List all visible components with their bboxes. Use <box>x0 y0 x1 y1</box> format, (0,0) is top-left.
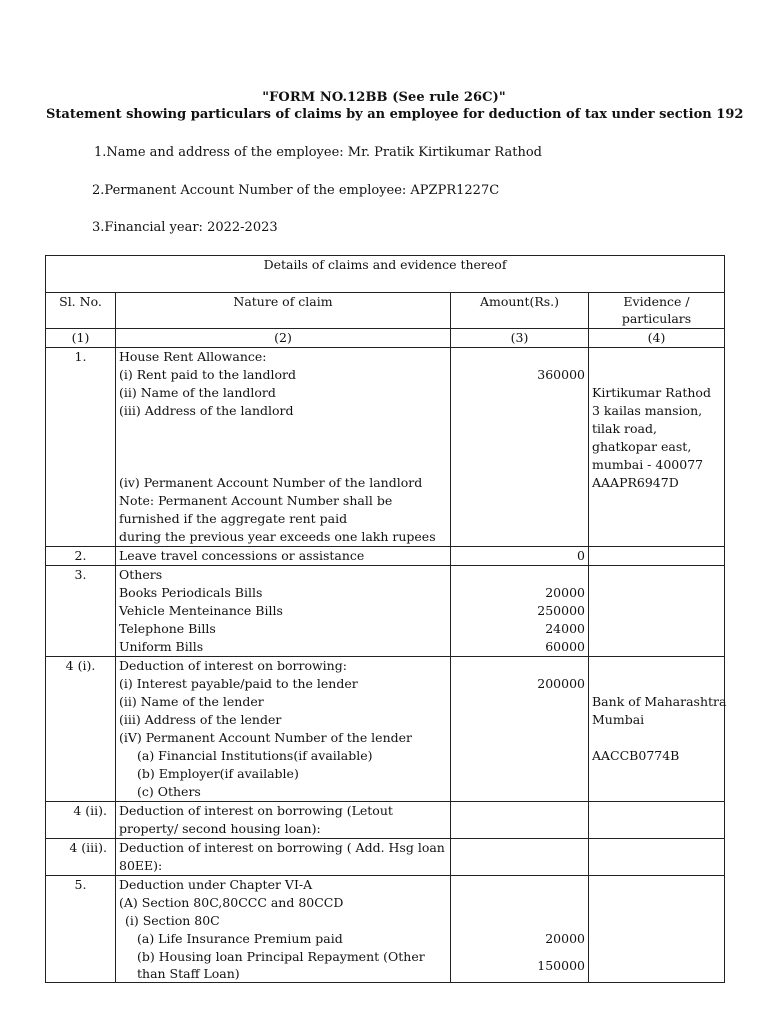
interest-ii-label: Deduction of interest on borrowing (Letout property/ second housing loan): <box>116 802 451 839</box>
form-subtitle: Statement showing particulars of claims by an employee for deduction of tax under section 192 <box>46 107 744 122</box>
books-bills-amount: 20000 <box>545 585 585 600</box>
lender-name: Bank of Maharashtra <box>592 694 727 709</box>
financial-institution-label: (a) Financial Institutions(if available) <box>137 748 373 763</box>
uniform-bills-label: Uniform Bills <box>119 639 204 654</box>
table-row-hra <box>46 348 725 547</box>
lender-pan-label: (iV) Permanent Account Number of the lender <box>119 730 413 745</box>
lender-address-label: (iii) Address of the lender <box>119 712 282 727</box>
landlord-pan-label: (iv) Permanent Account Number of the landlord <box>119 475 423 490</box>
interest-ii-amount <box>451 802 589 839</box>
interest-heading: Deduction of interest on borrowing: <box>119 658 347 673</box>
telephone-bills-label: Telephone Bills <box>119 621 216 636</box>
pan-note-line-3: during the previous year exceeds one lakh rupees <box>119 529 436 544</box>
interest-iii-amount <box>451 839 589 876</box>
sl-number: 2. <box>46 547 116 566</box>
lta-amount: 0 <box>451 547 589 566</box>
others-heading: Others <box>119 567 163 582</box>
financial-year-line: 3.Financial year: 2022-2023 <box>92 220 278 235</box>
employee-pan-line: 2.Permanent Account Number of the employee: APZPR1227C <box>92 183 500 198</box>
telephone-bills-amount: 24000 <box>545 621 585 636</box>
sl-number: 5. <box>46 876 116 983</box>
housing-loan-principal-amount: 150000 <box>537 958 585 973</box>
claim-amount <box>451 566 589 657</box>
lta-label: Leave travel concessions or assistance <box>116 547 451 566</box>
header-nature-of-claim: Nature of claim <box>116 293 451 329</box>
employer-label: (b) Employer(if available) <box>137 766 299 781</box>
others-label: (c) Others <box>137 784 201 799</box>
header-sl-no: Sl. No. <box>46 293 116 329</box>
uniform-bills-amount: 60000 <box>545 639 585 654</box>
employee-name-line: 1.Name and address of the employee: Mr. Pratik Kirtikumar Rathod <box>94 145 542 160</box>
pan-note-line-2: furnished if the aggregate rent paid <box>119 511 348 526</box>
sl-number: 4 (i). <box>46 657 116 802</box>
col-number-4: (4) <box>589 329 725 348</box>
interest-ii-evidence <box>589 802 725 839</box>
chapter-via-heading: Deduction under Chapter VI-A <box>119 877 313 892</box>
claim-nature <box>116 566 451 657</box>
table-caption: Details of claims and evidence thereof <box>46 256 725 293</box>
col-number-2: (2) <box>116 329 451 348</box>
table-row-interest-iii <box>46 839 725 876</box>
lender-name-label: (ii) Name of the lender <box>119 694 264 709</box>
claims-table <box>45 255 725 983</box>
landlord-name-label: (ii) Name of the landlord <box>119 385 276 400</box>
vehicle-bills-amount: 250000 <box>537 603 585 618</box>
table-header-row <box>46 293 725 329</box>
col-number-1: (1) <box>46 329 116 348</box>
landlord-pan: AAAPR6947D <box>592 475 679 490</box>
lender-address: Mumbai <box>592 712 645 727</box>
form-title: "FORM NO.12BB (See rule 26C)" <box>262 90 506 105</box>
header-evidence: Evidence / particulars <box>589 293 725 329</box>
hra-heading: House Rent Allowance: <box>119 349 267 364</box>
lic-premium-amount: 20000 <box>545 931 585 946</box>
interest-iii-evidence <box>589 839 725 876</box>
section-80c-label: (i) Section 80C <box>125 913 220 928</box>
table-row-interest-i <box>46 657 725 802</box>
column-number-row <box>46 329 725 348</box>
sl-number: 4 (iii). <box>46 839 116 876</box>
housing-loan-principal-label: (b) Housing loan Principal Repayment (Other than Staff Loan) <box>137 949 425 981</box>
table-row-interest-ii <box>46 802 725 839</box>
vehicle-bills-label: Vehicle Menteinance Bills <box>119 603 283 618</box>
sl-number: 3. <box>46 566 116 657</box>
sl-number: 1. <box>46 348 116 547</box>
table-row-others <box>46 566 725 657</box>
landlord-address: 3 kailas mansion, tilak road, ghatkopar east, mumbai - 400077 <box>592 403 704 472</box>
claim-nature <box>116 348 451 547</box>
lta-evidence <box>589 547 725 566</box>
sl-number: 4 (ii). <box>46 802 116 839</box>
landlord-address-label: (iii) Address of the landlord <box>119 403 294 418</box>
claim-evidence <box>589 876 725 983</box>
claim-amount <box>451 348 589 547</box>
claim-evidence <box>589 348 725 547</box>
pan-note-line-1: Note: Permanent Account Number shall be <box>119 493 393 508</box>
claim-evidence <box>589 566 725 657</box>
claim-nature <box>116 657 451 802</box>
interest-iii-label: Deduction of interest on borrowing ( Add. Hsg loan 80EE): <box>116 839 451 876</box>
section-80c-group-label: (A) Section 80C,80CCC and 80CCD <box>119 895 344 910</box>
table-row-chapter-via <box>46 876 725 983</box>
table-row-lta <box>46 547 725 566</box>
table-caption-row <box>46 256 725 293</box>
interest-payable-label: (i) Interest payable/paid to the lender <box>119 676 358 691</box>
claim-evidence <box>589 657 725 802</box>
rent-paid-label: (i) Rent paid to the landlord <box>119 367 296 382</box>
header-amount: Amount(Rs.) <box>451 293 589 329</box>
lic-premium-label: (a) Life Insurance Premium paid <box>137 931 343 946</box>
interest-payable-amount: 200000 <box>537 676 585 691</box>
claim-amount <box>451 657 589 802</box>
financial-institution-pan: AACCB0774B <box>592 748 680 763</box>
claim-nature <box>116 876 451 983</box>
landlord-name: Kirtikumar Rathod <box>592 385 711 400</box>
col-number-3: (3) <box>451 329 589 348</box>
books-bills-label: Books Periodicals Bills <box>119 585 263 600</box>
rent-paid-amount: 360000 <box>537 367 585 382</box>
claim-amount <box>451 876 589 983</box>
